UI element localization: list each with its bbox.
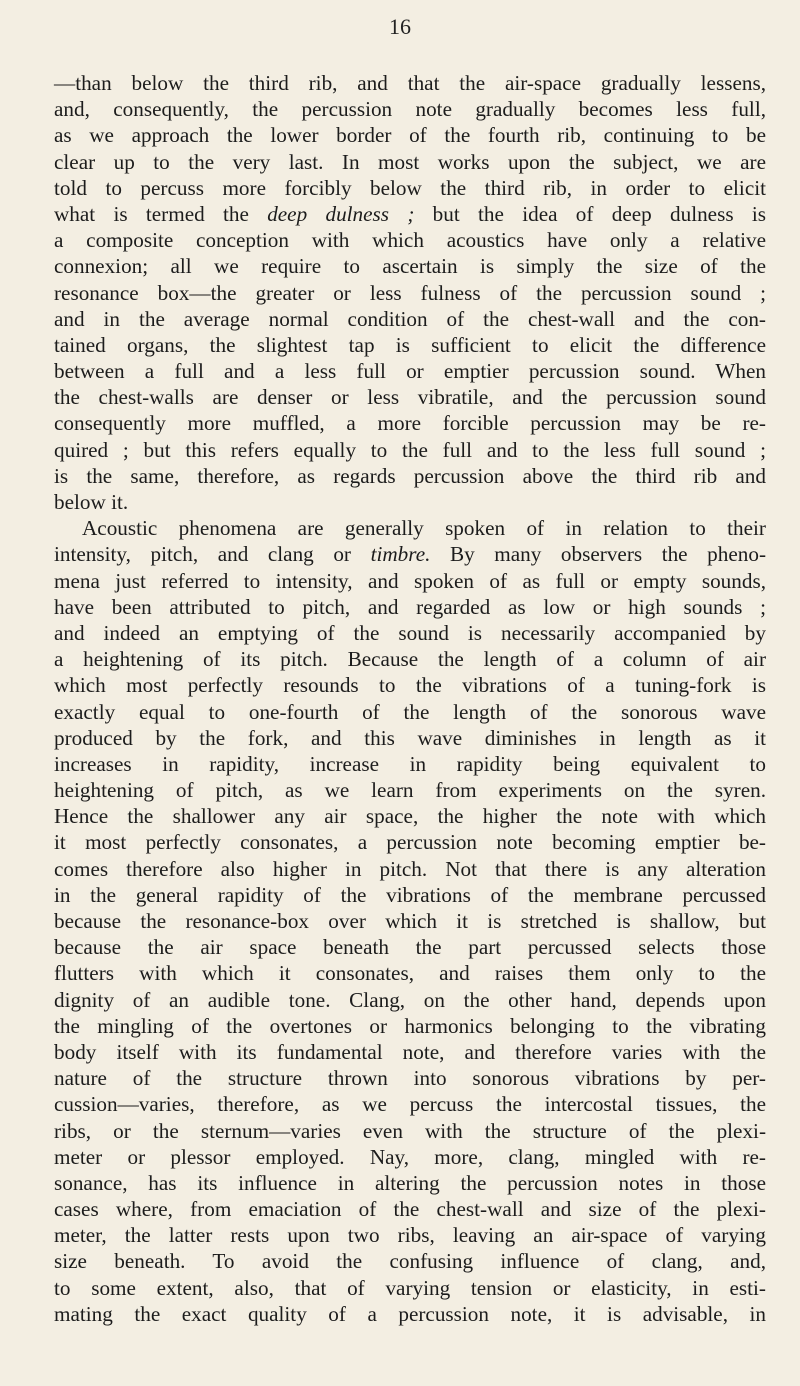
text-fragment: what is termed the xyxy=(54,201,268,226)
text-line: quired ; but this refers equally to the full and to the less full sound ; xyxy=(54,437,766,462)
text-line: connexion; all we require to ascertain is simply the size of the xyxy=(54,254,766,279)
text-line: cases where, from emaciation of the chest-wall and size of the plexi- xyxy=(54,1197,766,1222)
text-line: exactly equal to one-fourth of the length of the sonorous wave xyxy=(54,699,766,724)
italic-term: deep dulness ; xyxy=(267,201,415,226)
text-line: in the general rapidity of the vibrations of the membrane percussed xyxy=(54,882,766,907)
text-line: a composite conception with which acoustics have only a relative xyxy=(54,228,766,253)
text-line: and indeed an emptying of the sound is necessarily accompanied by xyxy=(54,620,766,645)
text-line: ribs, or the sternum—varies even with the structure of the plexi- xyxy=(54,1118,766,1143)
text-line: mena just referred to intensity, and spoken of as full or empty sounds, xyxy=(54,568,766,593)
text-line: it most perfectly consonates, a percussion note becoming emptier be- xyxy=(54,830,766,855)
paragraph-1 xyxy=(54,70,766,515)
text-line: consequently more muffled, a more forcible percussion may be re- xyxy=(54,411,766,436)
text-line xyxy=(54,541,766,567)
text-line: the chest-walls are denser or less vibratile, and the percussion sound xyxy=(54,385,766,410)
italic-term: timbre. xyxy=(370,542,431,567)
text-line: which most perfectly resounds to the vibrations of a tuning-fork is xyxy=(54,673,766,698)
text-line: have been attributed to pitch, and regarded as low or high sounds ; xyxy=(54,594,766,619)
text-line: below it. xyxy=(54,490,129,514)
text-line: between a full and a less full or emptier percussion sound. When xyxy=(54,359,766,384)
text-line: comes therefore also higher in pitch. Not that there is any alteration xyxy=(54,856,766,881)
paragraph-2 xyxy=(54,515,766,1379)
text-line: tained organs, the slightest tap is sufficient to elicit the difference xyxy=(54,332,766,357)
text-line xyxy=(54,1353,766,1379)
text-line: size beneath. To avoid the confusing influence of clang, and, xyxy=(54,1249,766,1274)
text-line: to some extent, also, that of varying tension or elasticity, in esti- xyxy=(54,1275,766,1300)
text-line: dignity of an audible tone. Clang, on the other hand, depends upon xyxy=(54,987,766,1012)
text-line: Hence the shallower any air space, the higher the note with which xyxy=(54,804,766,829)
text-fragment: intensity, pitch, and clang or xyxy=(54,542,371,567)
text-line: body itself with its fundamental note, and therefore varies with the xyxy=(54,1039,766,1064)
text-line: clear up to the very last. In most works upon the subject, we are xyxy=(54,149,766,174)
text-fragment: By many observers the pheno- xyxy=(430,542,766,567)
text-line xyxy=(54,1327,766,1353)
text-line: a heightening of its pitch. Because the length of a column of air xyxy=(54,647,766,672)
text-line: sonance, has its influence in altering the percussion notes in those xyxy=(54,1170,766,1195)
text-line: —than below the third rib, and that the air-space gradually lessens, xyxy=(54,71,766,95)
body-text xyxy=(54,70,766,1379)
text-line: and in the average normal condition of the chest-wall and the con- xyxy=(54,306,766,331)
text-line: flutters with which it consonates, and raises them only to the xyxy=(54,961,766,986)
text-line: increases in rapidity, increase in rapidity being equivalent to xyxy=(54,751,766,776)
text-fragment: but the idea of deep dulness is xyxy=(414,201,766,226)
text-line: nature of the structure thrown into sonorous vibrations by per- xyxy=(54,1066,766,1091)
text-line: as we approach the lower border of the fourth rib, continuing to be xyxy=(54,123,766,148)
page-number: 16 xyxy=(389,14,411,39)
text-line: mating the exact quality of a percussion note, it is advisable, in xyxy=(54,1301,766,1326)
text-line: meter or plessor employed. Nay, more, clang, mingled with re- xyxy=(54,1144,766,1169)
text-line: produced by the fork, and this wave diminishes in length as it xyxy=(54,725,766,750)
text-line: Acoustic phenomena are generally spoken of in relation to their xyxy=(82,516,766,541)
text-line: meter, the latter rests upon two ribs, leaving an air-space of varying xyxy=(54,1223,766,1248)
text-line xyxy=(54,201,766,227)
text-line: is the same, therefore, as regards percussion above the third rib and xyxy=(54,463,766,488)
text-line: because the air space beneath the part percussed selects those xyxy=(54,935,766,960)
text-line: told to percuss more forcibly below the third rib, in order to elicit xyxy=(54,175,766,200)
text-line: heightening of pitch, as we learn from experiments on the syren. xyxy=(54,778,766,803)
text-line: resonance box—the greater or less fulness of the percussion sound ; xyxy=(54,280,766,305)
text-line: the mingling of the overtones or harmonics belonging to the vibrating xyxy=(54,1013,766,1038)
text-line: because the resonance-box over which it is stretched is shallow, but xyxy=(54,909,766,933)
text-line: and, consequently, the percussion note gradually becomes less full, xyxy=(54,97,766,122)
text-line: cussion—varies, therefore, as we percuss the intercostal tissues, the xyxy=(54,1092,766,1117)
